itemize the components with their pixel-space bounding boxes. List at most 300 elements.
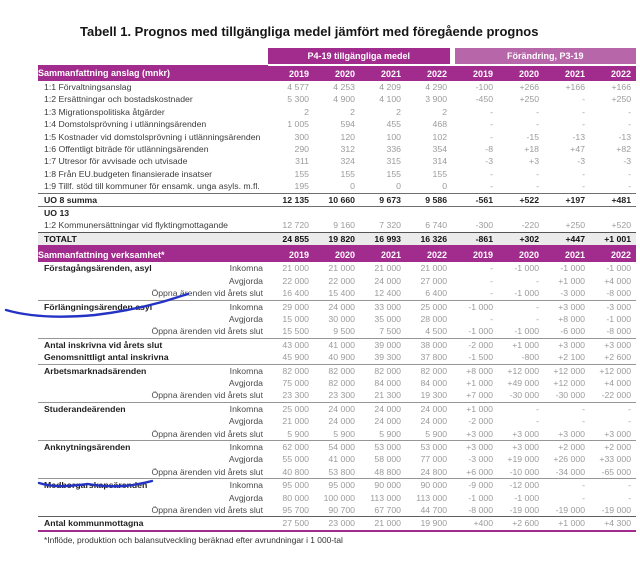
cell-value: 4 253	[333, 82, 355, 92]
cell-value: 155	[432, 168, 448, 179]
cell-value: -9 000	[452, 479, 498, 492]
table-row	[38, 389, 636, 402]
year-header: 2019	[452, 65, 498, 81]
table-row	[38, 207, 636, 220]
group-label: Genomsnittligt antal inskrivna	[44, 352, 169, 363]
cell-value: -	[490, 168, 494, 179]
cell-value: 300	[294, 131, 309, 142]
row-label: 1:2 Ersättningar och bostadskostnader	[44, 94, 193, 105]
cell-value: -	[582, 181, 586, 192]
cell-value: 155	[386, 168, 401, 179]
cell-value: 7 320	[379, 220, 401, 231]
cell-value: 23 300	[282, 390, 309, 401]
cell-value: 62 000	[268, 440, 314, 453]
year-header: 2022	[590, 65, 636, 81]
cell-value: 95 000	[314, 479, 360, 492]
cell-value: 19 820	[314, 232, 360, 246]
table-row	[38, 325, 636, 338]
year-header: 2020	[314, 65, 360, 81]
cell-value: 28 000	[420, 313, 448, 324]
cell-value: +47	[570, 144, 586, 155]
cell-value: 54 000	[314, 440, 360, 453]
cell-value: 9 160	[333, 220, 355, 231]
year-header: 2022	[590, 246, 636, 262]
cell-value: -8	[485, 144, 494, 155]
cell-value: +250	[611, 94, 632, 105]
cell-value: +3	[529, 156, 540, 167]
table-row	[38, 402, 636, 415]
cell-value: +8 000	[452, 364, 498, 377]
cell-value: 24 000	[406, 402, 452, 415]
cell-value: 19 900	[406, 517, 452, 531]
cell-value: 4 500	[425, 326, 448, 337]
cell-value: 44 700	[420, 505, 448, 515]
cell-value: 82 000	[360, 364, 406, 377]
cell-value: +7 000	[466, 390, 494, 401]
measure-label: Öppna ärenden vid årets slut	[151, 288, 263, 299]
cell-value: 24 000	[314, 402, 360, 415]
cell-value: 0	[442, 181, 448, 192]
cell-value: 1 005	[287, 119, 309, 130]
cell-value: 155	[340, 168, 355, 179]
cell-value: 15 400	[328, 288, 355, 299]
cell-value: -13	[572, 131, 586, 142]
cell-value: +2 600	[498, 517, 544, 531]
table-row	[38, 106, 636, 118]
footnote: *Inflöde, produktion och balansutveckling beräknad efter avrundningar i 1 000-tal	[44, 534, 343, 545]
cell-value: -1 000	[560, 263, 586, 274]
cell-value: 67 700	[374, 505, 401, 515]
cell-value: 2	[350, 106, 355, 117]
cell-value: -34 000	[555, 466, 586, 477]
cell-value: +4 300	[590, 517, 636, 531]
cell-value: 95 000	[268, 479, 314, 492]
cell-value: -	[628, 416, 632, 427]
column-group-available-funds: P4-19 tillgängliga medel	[268, 48, 452, 65]
row-label	[38, 504, 268, 517]
cell-value: 29 000	[268, 300, 314, 313]
cell-value: -19 000	[601, 505, 632, 515]
row-label	[38, 466, 268, 479]
cell-value: -1 000	[606, 313, 632, 324]
row-label: UO 8 summa	[38, 193, 268, 206]
cell-value: 15 500	[282, 326, 309, 337]
table-row	[38, 300, 636, 313]
cell-value: -	[582, 106, 586, 117]
row-label	[38, 377, 268, 389]
cell-value: 77 000	[420, 454, 448, 465]
cell-value: 55 000	[282, 454, 309, 465]
cell-value: 21 000	[374, 263, 401, 274]
cell-value: +3 000	[452, 440, 498, 453]
year-header: 2022	[406, 246, 452, 262]
cell-value: +49 000	[507, 377, 540, 388]
cell-value: 21 000	[282, 263, 309, 274]
table-body	[38, 65, 636, 531]
cell-value: +1 000	[544, 517, 590, 531]
cell-value: 4 100	[379, 94, 401, 105]
cell-value: +447	[544, 232, 590, 246]
group-label: Arbetsmarknadsärenden	[44, 365, 147, 376]
cell-value	[268, 207, 314, 220]
cell-value: 90 000	[360, 479, 406, 492]
cell-value: +166	[611, 82, 632, 92]
cell-value: 19 300	[420, 390, 448, 401]
cell-value: 24 000	[328, 416, 355, 427]
cell-value: -450	[475, 94, 494, 105]
cell-value: -	[490, 181, 494, 192]
cell-value	[590, 207, 636, 220]
cell-value: +4 000	[604, 275, 632, 286]
cell-value: 4 577	[287, 82, 309, 92]
measure-label: Avgjorda	[228, 492, 263, 503]
cell-value: -	[628, 106, 632, 117]
row-label	[38, 402, 268, 415]
section-header-anslag: Sammanfattning anslag (mnkr)	[38, 65, 268, 81]
cell-value: -15	[526, 131, 540, 142]
table-row	[38, 351, 636, 364]
cell-value: -3	[623, 156, 632, 167]
cell-value: 4 900	[333, 94, 355, 105]
table-row	[38, 440, 636, 453]
table-row	[38, 131, 636, 143]
measure-label: Öppna ärenden vid årets slut	[151, 466, 263, 477]
cell-value: -	[628, 492, 632, 503]
column-group-row	[38, 48, 636, 65]
cell-value: 53 800	[328, 466, 355, 477]
cell-value: -	[590, 402, 636, 415]
group-label: Medborgarskapsärenden	[44, 480, 148, 491]
cell-value: +520	[611, 220, 632, 231]
cell-value: 39 300	[374, 352, 401, 363]
group-label: Förlängningsärenden asyl	[44, 301, 153, 312]
table-row	[38, 415, 636, 427]
table-row	[38, 504, 636, 517]
cell-value: +12 000	[544, 364, 590, 377]
cell-value	[406, 207, 452, 220]
row-label	[38, 313, 268, 325]
cell-value: 354	[432, 144, 448, 155]
cell-value: 16 400	[282, 288, 309, 299]
cell-value: 6 400	[425, 288, 448, 299]
cell-value: -	[536, 275, 540, 286]
table-row	[38, 193, 636, 206]
cell-value: -1 000	[468, 492, 494, 503]
cell-value: -2 000	[468, 416, 494, 427]
cell-value: +8 000	[558, 313, 586, 324]
cell-value: 25 000	[406, 300, 452, 313]
cell-value: 21 000	[282, 416, 309, 427]
cell-value: -	[536, 106, 540, 117]
cell-value: -	[490, 275, 494, 286]
cell-value: -	[590, 479, 636, 492]
cell-value: +3 000	[544, 300, 590, 313]
year-header: 2020	[498, 246, 544, 262]
cell-value: -	[544, 402, 590, 415]
cell-value: +18	[524, 144, 540, 155]
cell-value: -100	[475, 82, 494, 92]
cell-value: 100	[386, 131, 401, 142]
row-label	[38, 440, 268, 453]
cell-value: 16 326	[406, 232, 452, 246]
table-row	[38, 93, 636, 105]
row-label	[38, 300, 268, 313]
row-label: 1:3 Migrationspolitiska åtgärder	[44, 106, 165, 117]
cell-value: 40 800	[282, 466, 309, 477]
group-label: Antal kommunmottagna	[44, 518, 144, 529]
cell-value: +3 000	[498, 440, 544, 453]
cell-value: +3 000	[512, 428, 540, 439]
cell-value: -	[628, 119, 632, 130]
cell-value: +250	[519, 94, 540, 105]
year-header: 2019	[268, 246, 314, 262]
cell-value: -30 000	[555, 390, 586, 401]
cell-value: -1 000	[514, 492, 540, 503]
cell-value: -3 000	[468, 454, 494, 465]
table-row	[38, 232, 636, 246]
group-label: Antal inskrivna vid årets slut	[44, 339, 163, 350]
table-row	[38, 168, 636, 180]
cell-value: 30 000	[328, 313, 355, 324]
cell-value: 21 300	[374, 390, 401, 401]
cell-value: -	[490, 263, 494, 274]
cell-value: -	[544, 479, 590, 492]
cell-value: 80 000	[282, 492, 309, 503]
cell-value: 315	[386, 156, 401, 167]
cell-value: 37 800	[420, 352, 448, 363]
cell-value: 9 500	[333, 326, 355, 337]
forecast-table	[38, 48, 636, 532]
table-row	[38, 466, 636, 479]
cell-value: 3 900	[425, 94, 448, 105]
cell-value: -10 000	[509, 466, 540, 477]
cell-value: 24 800	[420, 466, 448, 477]
cell-value: 336	[386, 144, 401, 155]
cell-value: +522	[498, 193, 544, 206]
row-label	[38, 389, 268, 402]
cell-value	[544, 207, 590, 220]
cell-value: 75 000	[282, 377, 309, 388]
cell-value: +4 000	[604, 377, 632, 388]
cell-value: +12 000	[498, 364, 544, 377]
row-label: TOTALT	[38, 232, 268, 246]
cell-value: +3 000	[544, 338, 590, 351]
cell-value: 195	[294, 181, 309, 192]
cell-value: 84 000	[420, 377, 448, 388]
cell-value: 27 000	[420, 275, 448, 286]
cell-value: +33 000	[599, 454, 632, 465]
column-group-change: Förändring, P3-19	[452, 48, 636, 65]
cell-value: +1 000	[466, 377, 494, 388]
section-header-row	[38, 246, 636, 262]
cell-value: +3 000	[604, 428, 632, 439]
cell-value: 58 000	[374, 454, 401, 465]
cell-value: +1 000	[558, 275, 586, 286]
row-label: 1:8 Från EU.budgeten finansierade insatser	[44, 168, 213, 179]
cell-value: +1 000	[498, 338, 544, 351]
cell-value	[314, 207, 360, 220]
cell-value: 311	[295, 156, 309, 167]
table-row	[38, 118, 636, 130]
cell-value: 314	[432, 156, 448, 167]
cell-value: +2 600	[604, 352, 632, 363]
cell-value: +1 000	[452, 402, 498, 415]
row-label	[38, 287, 268, 300]
cell-value: -6 000	[560, 326, 586, 337]
table-row	[38, 338, 636, 351]
cell-value: +2 000	[544, 440, 590, 453]
cell-value: +250	[565, 220, 586, 231]
cell-value: 102	[432, 131, 448, 142]
cell-value: 90 700	[328, 505, 355, 515]
table-row	[38, 275, 636, 287]
cell-value: -2 000	[452, 338, 498, 351]
cell-value: 24 000	[314, 300, 360, 313]
cell-value: -8 000	[468, 505, 494, 515]
cell-value: -1 000	[514, 326, 540, 337]
cell-value: 84 000	[374, 377, 401, 388]
cell-value: -220	[521, 220, 540, 231]
cell-value: 82 000	[328, 377, 355, 388]
year-header: 2021	[360, 65, 406, 81]
cell-value: +302	[498, 232, 544, 246]
cell-value: 312	[340, 144, 355, 155]
cell-value: 5 900	[287, 428, 309, 439]
row-label: 1:7 Utresor för avvisade och utvisade	[44, 156, 188, 167]
row-label	[38, 325, 268, 338]
cell-value: 15 000	[282, 313, 309, 324]
row-label: UO 13	[44, 208, 70, 219]
cell-value: 23 000	[314, 517, 360, 531]
cell-value: 21 000	[420, 263, 448, 274]
row-label	[38, 479, 268, 492]
year-header: 2019	[452, 246, 498, 262]
cell-value: +1 001	[590, 232, 636, 246]
measure-label: Avgjorda	[228, 275, 263, 286]
table-title: Tabell 1. Prognos med tillgängliga medel jämfört med föregående prognos	[80, 24, 539, 39]
cell-value: 21 000	[360, 517, 406, 531]
group-label: Anknytningsärenden	[44, 441, 131, 452]
cell-value: 9 586	[406, 193, 452, 206]
cell-value: +166	[565, 82, 586, 92]
year-header: 2020	[498, 65, 544, 81]
section-header-verksamhet: Sammanfattning verksamhet*	[38, 246, 268, 262]
cell-value: -	[628, 181, 632, 192]
cell-value: +2 000	[590, 440, 636, 453]
cell-value: -8 000	[606, 326, 632, 337]
cell-value: 5 900	[425, 428, 448, 439]
cell-value: 5 900	[333, 428, 355, 439]
cell-value: -22 000	[601, 390, 632, 401]
measure-label: Öppna ärenden vid årets slut	[151, 505, 263, 515]
year-header: 2021	[360, 246, 406, 262]
cell-value: 9 673	[360, 193, 406, 206]
cell-value: -65 000	[601, 466, 632, 477]
cell-value: +2 100	[558, 352, 586, 363]
cell-value: 7 500	[379, 326, 401, 337]
cell-value: -19 000	[555, 505, 586, 515]
cell-value: 38 000	[406, 338, 452, 351]
cell-value: 24 000	[420, 416, 448, 427]
measure-label: Inkomna	[229, 403, 263, 414]
row-label: 1:9 Tillf. stöd till kommuner för ensamk. unga asyls. m.fl.	[44, 181, 260, 192]
cell-value: -	[582, 119, 586, 130]
cell-value: 45 900	[282, 352, 309, 363]
cell-value: +12 000	[590, 364, 636, 377]
row-label	[38, 351, 268, 364]
cell-value: 12 135	[268, 193, 314, 206]
table-row	[38, 219, 636, 232]
cell-value: -	[536, 181, 540, 192]
measure-label: Inkomna	[229, 441, 263, 452]
cell-value: 21 000	[328, 263, 355, 274]
cell-value: -3	[485, 156, 494, 167]
cell-value: -1 000	[452, 300, 498, 313]
cell-value: -800	[521, 352, 540, 363]
cell-value: 24 855	[268, 232, 314, 246]
cell-value: -861	[452, 232, 498, 246]
measure-label: Inkomna	[229, 480, 263, 491]
measure-label: Inkomna	[229, 365, 263, 376]
cell-value: 48 800	[374, 466, 401, 477]
cell-value: -30 000	[509, 390, 540, 401]
year-header: 2019	[268, 65, 314, 81]
year-header: 2021	[544, 246, 590, 262]
cell-value: 2	[396, 106, 401, 117]
cell-value: 594	[340, 119, 355, 130]
table-row	[38, 262, 636, 274]
row-label	[38, 492, 268, 504]
cell-value: 455	[386, 119, 401, 130]
cell-value	[452, 207, 498, 220]
year-header: 2021	[544, 65, 590, 81]
cell-value: -	[490, 119, 494, 130]
table-row	[38, 428, 636, 441]
cell-value: 27 500	[268, 517, 314, 531]
measure-label: Inkomna	[229, 263, 263, 274]
row-label	[38, 275, 268, 287]
measure-label: Avgjorda	[228, 377, 263, 388]
cell-value: -	[498, 300, 544, 313]
cell-value: 4 209	[379, 82, 401, 92]
cell-value: -	[536, 119, 540, 130]
cell-value: -	[490, 131, 494, 142]
cell-value: -3 000	[560, 288, 586, 299]
measure-label: Avgjorda	[228, 313, 263, 324]
table-row	[38, 453, 636, 465]
measure-label: Avgjorda	[228, 454, 263, 465]
row-label	[38, 338, 268, 351]
cell-value: 24 000	[374, 416, 401, 427]
cell-value: +400	[452, 517, 498, 531]
cell-value: 82 000	[268, 364, 314, 377]
measure-label: Öppna ärenden vid årets slut	[151, 428, 263, 439]
cell-value: -	[582, 94, 586, 105]
cell-value: -	[628, 168, 632, 179]
cell-value: -	[498, 402, 544, 415]
cell-value: 468	[432, 119, 448, 130]
cell-value: +3 000	[558, 428, 586, 439]
cell-value: 33 000	[360, 300, 406, 313]
row-label: 1:5 Kostnader vid domstolsprövning i utlänningsärenden	[44, 131, 261, 142]
table-row	[38, 364, 636, 377]
row-label: 1:1 Förvaltningsanslag	[44, 82, 132, 92]
row-label	[38, 262, 268, 274]
section-header-row	[38, 65, 636, 81]
cell-value: +6 000	[466, 466, 494, 477]
cell-value: -	[536, 168, 540, 179]
cell-value: 22 000	[328, 275, 355, 286]
